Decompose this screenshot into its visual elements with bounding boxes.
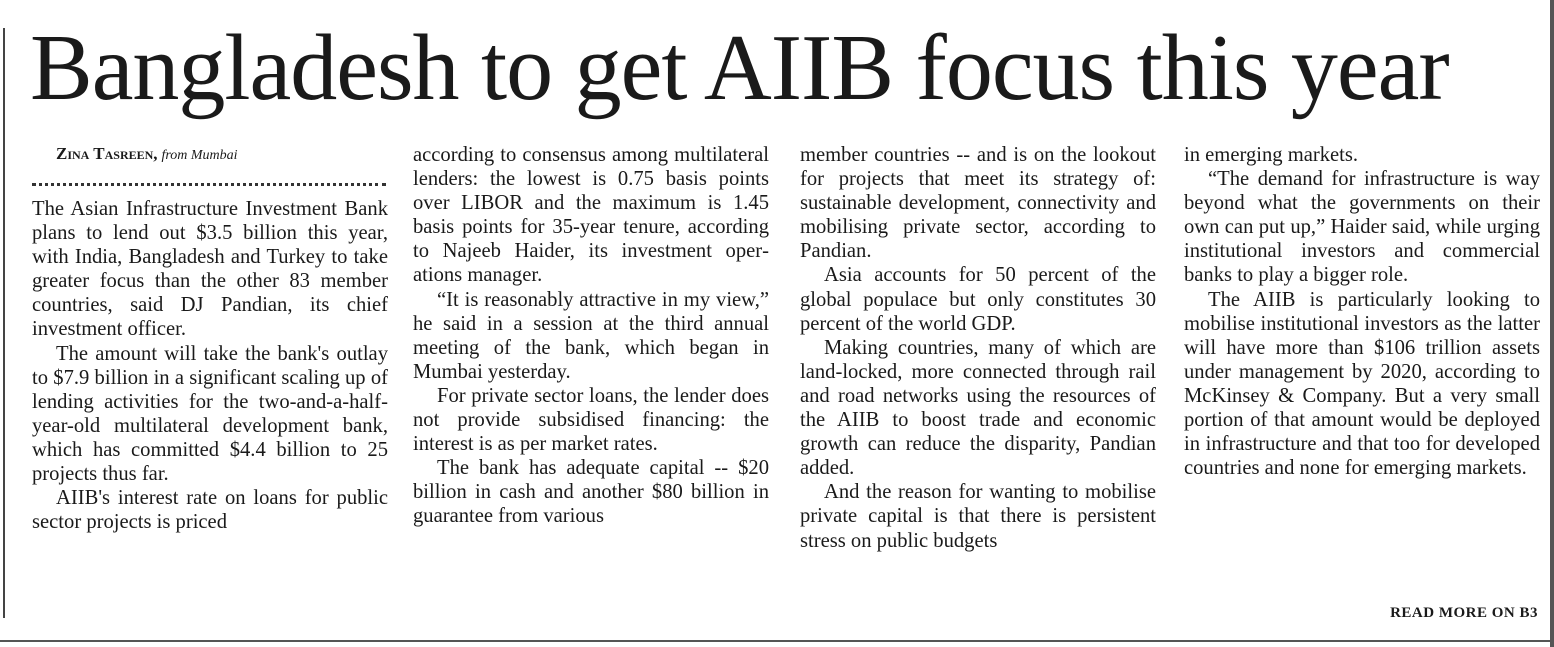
article-column-3 <box>800 143 1156 553</box>
paragraph: according to consensus among multilateral lenders: the lowest is 0.75 basis points over LIBOR and the maximum is 1.45 basis points for 35-year tenure, according to Najeeb Haider, its investment operations manager. <box>413 144 769 287</box>
paragraph: “The demand for infrastructure is way beyond what the governments on their own can put up,” Haider said, while urging institutional investors and commercial banks to play a bigger role. <box>1184 168 1540 287</box>
paragraph: The AIIB is particularly looking to mobilise institutional investors as the latter will have more than $106 trillion assets under management by 2020, according to McKinsey & Company. But a very small portion of that amount would be deployed in infrastructure and that too for developed countries and none for emerging markets. <box>1184 288 1540 480</box>
paragraph: “It is reasonably attractive in my view,” he said in a session at the third annual meeting of the bank, which began in Mumbai yesterday. <box>413 288 769 383</box>
article-column-4 <box>1184 143 1540 480</box>
byline-location: from Mumbai <box>161 148 238 163</box>
paragraph: The amount will take the bank's outlay to $7.9 billion in a significant scaling up of lending activities for the two-and-a-half-year-old multilateral development bank, which has committed $4.4 billion to 25 projects thus far. <box>32 342 388 486</box>
article-column-2 <box>413 143 769 529</box>
paragraph: And the reason for wanting to mobilise private capital is that there is persistent stress on public budgets <box>800 481 1156 552</box>
paragraph: Making countries, many of which are land-locked, more connected through rail and road networks using the resources of the AIIB to boost trade and economic growth can reduce the disparity, Pandian added. <box>800 336 1156 480</box>
paragraph: The Asian Infrastructure Investment Bank plans to lend out $3.5 billion this year, with India, Bangladesh and Turkey to take greater focus than the other 83 member countries, said DJ Pandian, its chief investment officer. <box>32 198 388 341</box>
paragraph: Asia accounts for 50 percent of the global populace but only constitutes 30 percent of the world GDP. <box>800 264 1156 335</box>
byline-divider <box>32 183 386 186</box>
bottom-rule <box>0 640 1554 642</box>
right-edge-rule <box>1550 0 1554 647</box>
byline-author: Zina Tasreen, <box>56 144 158 163</box>
article-column-1 <box>32 143 388 534</box>
paragraph: in emerging markets. <box>1184 144 1359 166</box>
paragraph: For private sector loans, the lender does not provide subsidised financing: the interest is as per market rates. <box>413 384 769 456</box>
paragraph: AIIB's interest rate on loans for public sector projects is priced <box>32 487 388 534</box>
read-more-link[interactable]: READ MORE ON B3 <box>1390 605 1538 621</box>
headline: Bangladesh to get AIIB focus this year <box>30 16 1449 120</box>
left-column-rule <box>3 28 5 618</box>
paragraph: The bank has adequate capital -- $20 billion in cash and another $80 billion in guarantee from various <box>413 457 769 528</box>
paragraph: member countries -- and is on the lookout for projects that meet its strategy of: sustainable development, connectivity and mobilising private sector, according to Pandian. <box>800 144 1156 263</box>
byline <box>32 143 388 167</box>
